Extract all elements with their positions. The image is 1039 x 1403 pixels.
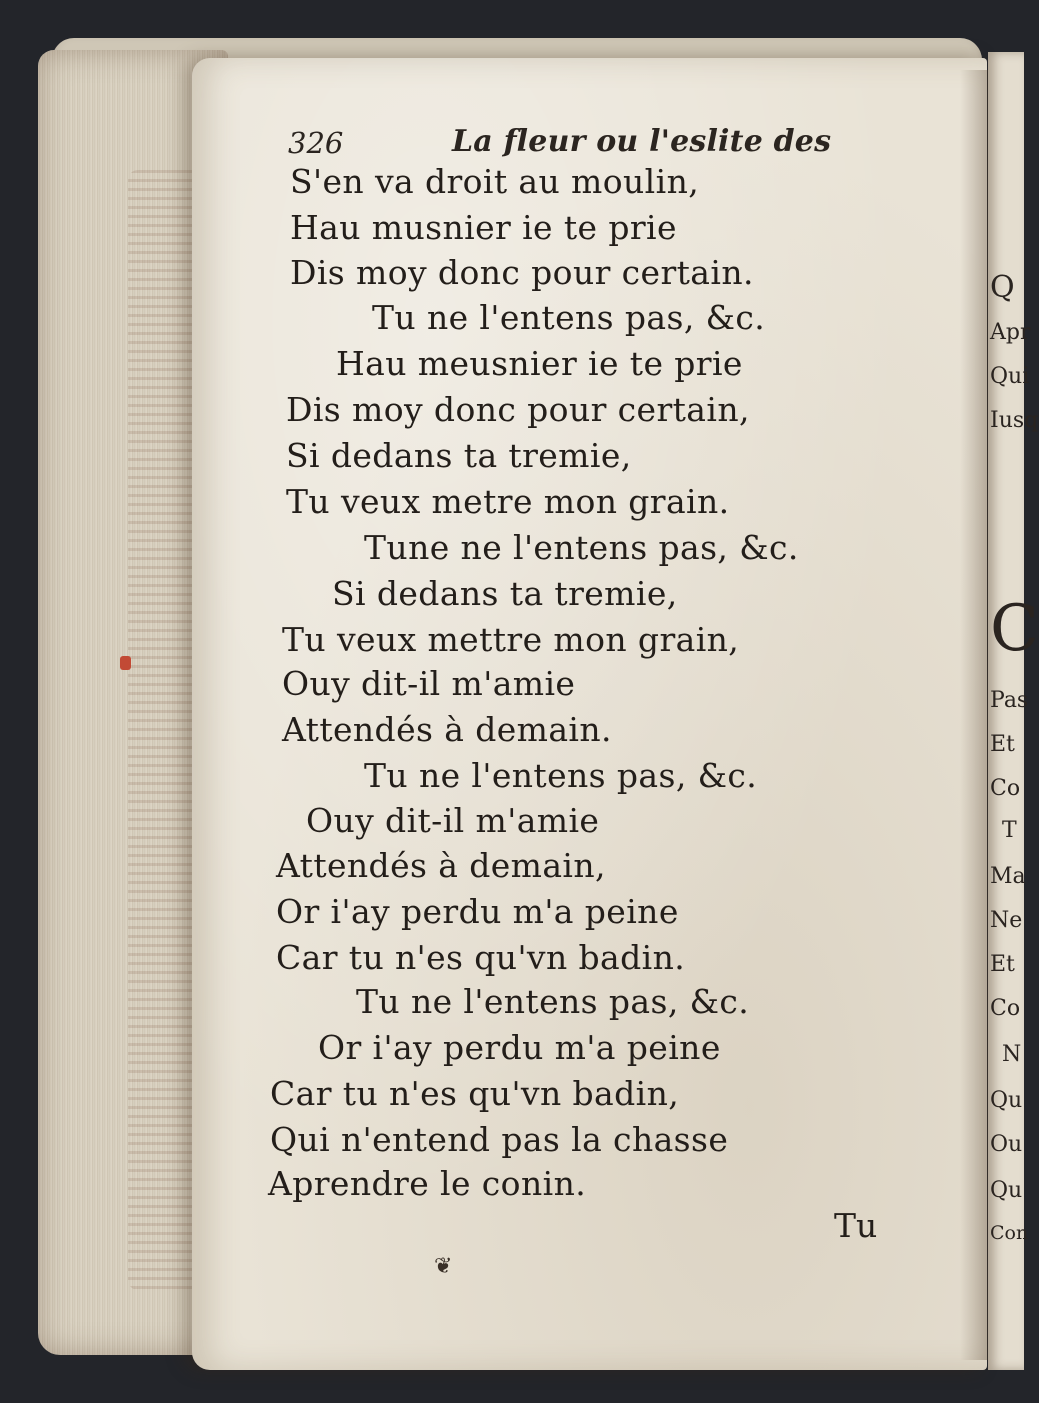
next-page-fragment: Q — [990, 270, 1015, 305]
verse-line: Ouy dit-il m'amie — [282, 664, 576, 703]
next-page-fragment: Ma — [990, 864, 1026, 889]
next-page-fragment: Iusq — [990, 408, 1039, 433]
verse-line: Car tu n'es qu'vn badin, — [270, 1074, 680, 1113]
next-page-fragment: Pas — [990, 688, 1029, 713]
ink-mark-icon: ❦ — [434, 1254, 453, 1279]
verse-line: Hau meusnier ie te prie — [336, 344, 743, 383]
verse-refrain: Tu ne l'entens pas, &c. — [356, 982, 750, 1021]
next-page-fragment: Ou — [990, 1132, 1023, 1157]
next-page-fragment: Co — [990, 776, 1021, 801]
next-page-fragment: N — [1002, 1042, 1022, 1067]
red-edge-mark — [120, 656, 131, 670]
verse-line: Dis moy donc pour certain, — [286, 390, 750, 429]
next-page-fragment: Qu — [990, 1178, 1023, 1203]
verse-refrain: Tune ne l'entens pas, &c. — [364, 528, 799, 567]
verse-line: Si dedans ta tremie, — [286, 436, 632, 475]
verse-line: Si dedans ta tremie, — [332, 574, 678, 613]
verse-line: Dis moy donc pour certain. — [290, 253, 754, 292]
verse-line: Tu veux metre mon grain. — [286, 482, 730, 521]
verse-line: Or i'ay perdu m'a peine — [318, 1028, 721, 1067]
verse-line: Attendés à demain. — [282, 710, 612, 749]
next-page-fragment: Et — [990, 732, 1015, 757]
verse-line: Hau musnier ie te prie — [290, 208, 677, 247]
verse-line: Or i'ay perdu m'a peine — [276, 892, 679, 931]
next-page-fragment: Apr — [990, 320, 1031, 345]
next-page-fragment: Co — [990, 996, 1021, 1021]
gutter-shadow — [960, 70, 990, 1360]
catchword: Tu — [834, 1206, 878, 1245]
next-page-fragment: Qu — [990, 1088, 1023, 1113]
next-page-fragment: Ne — [990, 908, 1023, 933]
verse-line: Tu veux mettre mon grain, — [282, 620, 740, 659]
verse-line: S'en va droit au moulin, — [290, 162, 700, 201]
running-title: La fleur ou l'eslite des — [452, 124, 832, 159]
page-number: 326 — [288, 126, 344, 160]
verse-line: Attendés à demain, — [276, 846, 606, 885]
verse-line: Qui n'entend pas la chasse — [270, 1120, 729, 1159]
next-page-edge — [988, 52, 1039, 1370]
next-page-fragment: C — [990, 592, 1039, 666]
next-page-fragment: Con — [990, 1222, 1029, 1244]
verse-refrain: Tu ne l'entens pas, &c. — [364, 756, 758, 795]
verse-line: Car tu n'es qu'vn badin. — [276, 938, 686, 977]
verse-refrain: Tu ne l'entens pas, &c. — [372, 298, 766, 337]
next-page-fragment: Et — [990, 952, 1015, 977]
next-page-fragment: T — [1002, 818, 1017, 843]
next-page-fragment: Qui — [990, 364, 1030, 389]
verse-line: Aprendre le conin. — [268, 1164, 587, 1203]
verse-line: Ouy dit-il m'amie — [306, 801, 600, 840]
